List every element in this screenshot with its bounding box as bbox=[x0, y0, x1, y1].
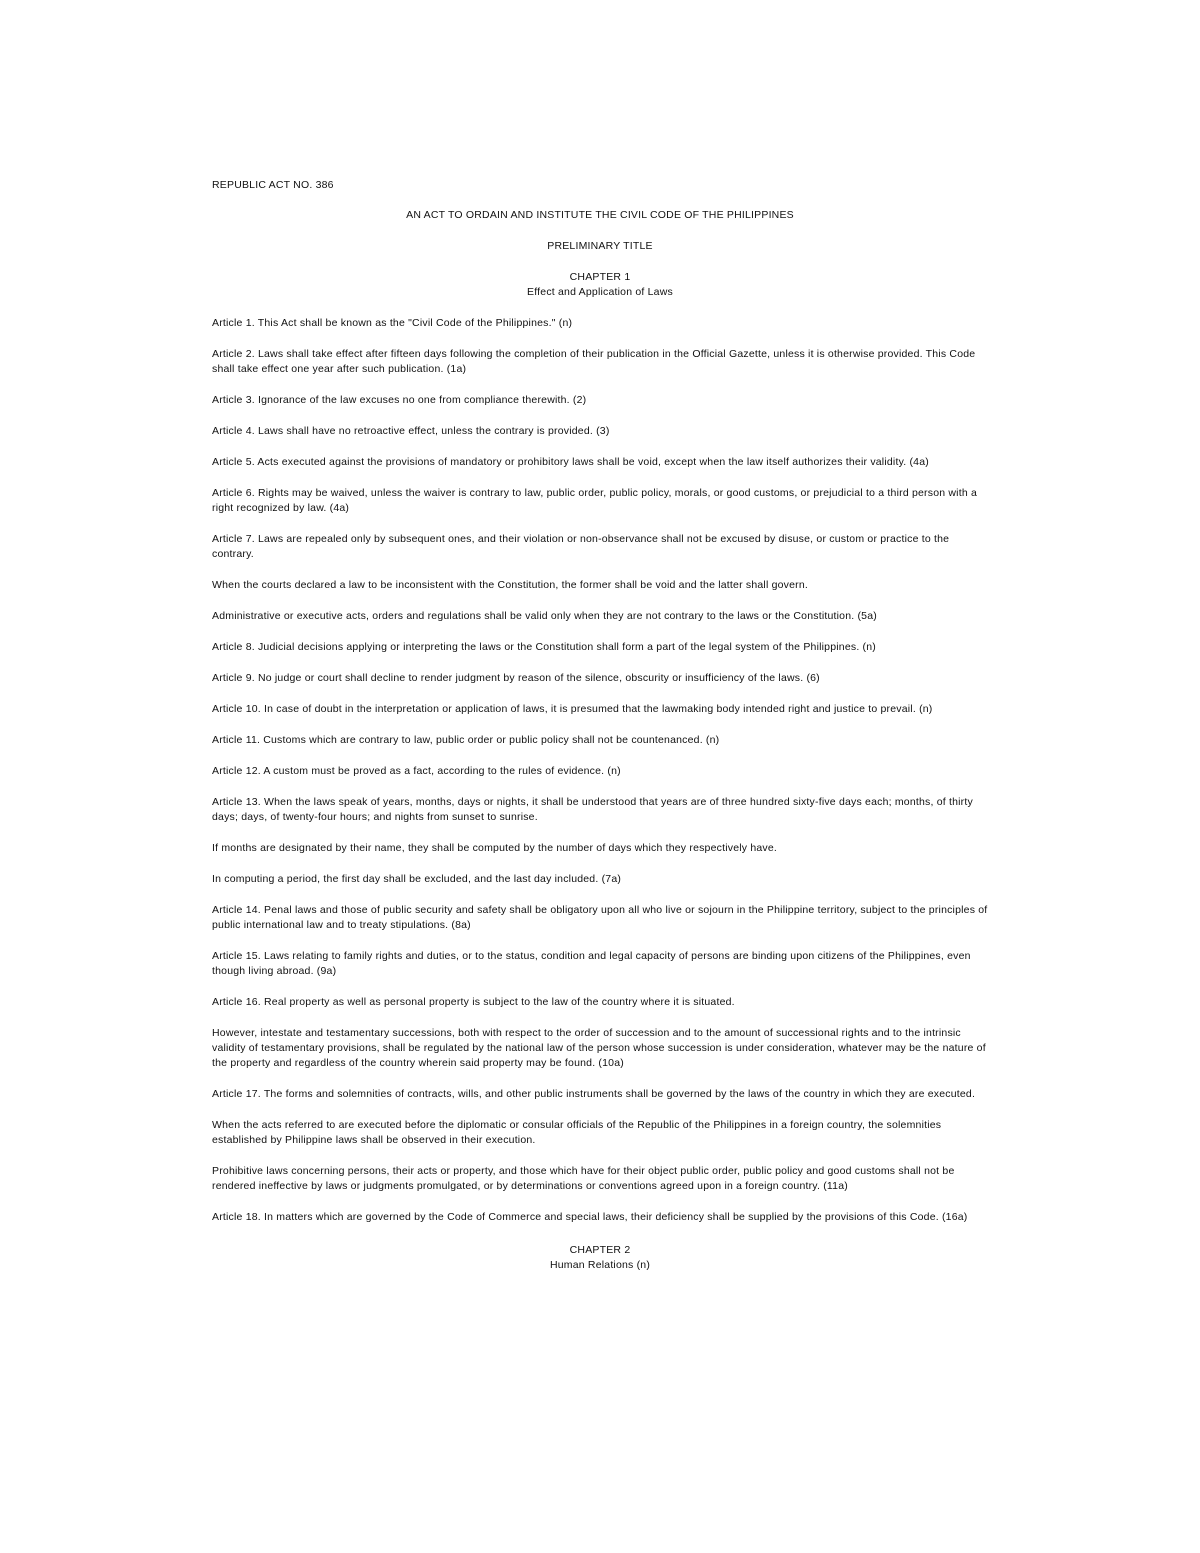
article-paragraph: Article 15. Laws relating to family rights and duties, or to the status, condition and legal capacity of persons are binding upon citizens of the Philippines, even though living abroad. (9a) bbox=[212, 950, 971, 977]
article-paragraph: However, intestate and testamentary successions, both with respect to the order of succession and to the amount of successional rights and to the intrinsic validity of testamentary provisions, shall be regulated by the national law of the person whose succession is under consideration, whatever may be the nature of the property and regardless of the country wherein said property may be found. (10a) bbox=[212, 1027, 986, 1069]
article-paragraph: Article 12. A custom must be proved as a fact, according to the rules of evidence. (n) bbox=[212, 765, 621, 777]
chapter-1-subtitle: Effect and Application of Laws bbox=[527, 286, 673, 298]
article-paragraph: Article 13. When the laws speak of years, months, days or nights, it shall be understood that years are of three hundred sixty-five days each; months, of thirty days; days, of twenty-four hours; and nights from sunset to sunrise. bbox=[212, 796, 973, 823]
article-paragraph: Article 10. In case of doubt in the interpretation or application of laws, it is presumed that the lawmaking body intended right and justice to prevail. (n) bbox=[212, 703, 933, 715]
article-paragraph: Article 1. This Act shall be known as the "Civil Code of the Philippines." (n) bbox=[212, 317, 573, 329]
chapter-2-heading: CHAPTER 2 bbox=[569, 1244, 631, 1256]
act-title: AN ACT TO ORDAIN AND INSTITUTE THE CIVIL CODE OF THE PHILIPPINES bbox=[406, 209, 794, 221]
article-paragraph: Article 11. Customs which are contrary to law, public order or public policy shall not be countenanced. (n) bbox=[212, 734, 720, 746]
article-paragraph: When the courts declared a law to be inconsistent with the Constitution, the former shall be void and the latter shall govern. bbox=[212, 579, 809, 591]
article-paragraph: Prohibitive laws concerning persons, their acts or property, and those which have for their object public order, public policy and good customs shall not be rendered ineffective by laws or judgments promulgated, or by determinations or conventions agreed upon in a foreign country. (11a) bbox=[212, 1165, 955, 1192]
article-paragraph: Article 7. Laws are repealed only by subsequent ones, and their violation or non-observance shall not be excused by disuse, or custom or practice to the contrary. bbox=[212, 533, 950, 560]
article-paragraph: Article 4. Laws shall have no retroactive effect, unless the contrary is provided. (3) bbox=[212, 425, 610, 437]
article-paragraph: Article 6. Rights may be waived, unless the waiver is contrary to law, public order, public policy, morals, or good customs, or prejudicial to a third person with a right recognized by law. (4a) bbox=[212, 487, 978, 514]
act-number: REPUBLIC ACT NO. 386 bbox=[212, 179, 334, 191]
chapter-2-heading-block bbox=[212, 1243, 988, 1273]
article-paragraph: Article 14. Penal laws and those of public security and safety shall be obligatory upon all who live or sojourn in the Philippine territory, subject to the principles of public international law and to treaty stipulations. (8a) bbox=[212, 904, 988, 931]
article-list bbox=[212, 316, 988, 1225]
article-paragraph: Article 18. In matters which are governed by the Code of Commerce and special laws, their deficiency shall be supplied by the provisions of this Code. (16a) bbox=[212, 1211, 968, 1223]
chapter-2-subtitle: Human Relations (n) bbox=[549, 1259, 651, 1271]
article-paragraph: Article 3. Ignorance of the law excuses no one from compliance therewith. (2) bbox=[212, 394, 587, 406]
preliminary-title: PRELIMINARY TITLE bbox=[547, 240, 653, 252]
chapter-1-heading-block bbox=[212, 270, 988, 300]
article-paragraph: When the acts referred to are executed before the diplomatic or consular officials of the Republic of the Philippines in a foreign country, the solemnities established by Philippine laws shall be observed in their execution. bbox=[212, 1119, 942, 1146]
article-paragraph: Article 9. No judge or court shall decline to render judgment by reason of the silence, obscurity or insufficiency of the laws. (6) bbox=[212, 672, 820, 684]
article-paragraph: In computing a period, the first day shall be excluded, and the last day included. (7a) bbox=[212, 873, 622, 885]
article-paragraph: Administrative or executive acts, orders and regulations shall be valid only when they are not contrary to the laws or the Constitution. (5a) bbox=[212, 610, 877, 622]
document-page bbox=[212, 178, 988, 1289]
article-paragraph: Article 16. Real property as well as personal property is subject to the law of the country where it is situated. bbox=[212, 996, 735, 1008]
article-paragraph: Article 8. Judicial decisions applying or interpreting the laws or the Constitution shall form a part of the legal system of the Philippines. (n) bbox=[212, 641, 876, 653]
article-paragraph: Article 5. Acts executed against the provisions of mandatory or prohibitory laws shall be void, except when the law itself authorizes their validity. (4a) bbox=[212, 456, 929, 468]
article-paragraph: Article 2. Laws shall take effect after fifteen days following the completion of their publication in the Official Gazette, unless it is otherwise provided. This Code shall take effect one year after such publication. (1a) bbox=[212, 348, 976, 375]
article-paragraph: If months are designated by their name, they shall be computed by the number of days which they respectively have. bbox=[212, 842, 778, 854]
chapter-1-heading: CHAPTER 1 bbox=[569, 271, 631, 283]
article-paragraph: Article 17. The forms and solemnities of contracts, wills, and other public instruments shall be governed by the laws of the country in which they are executed. bbox=[212, 1088, 976, 1100]
